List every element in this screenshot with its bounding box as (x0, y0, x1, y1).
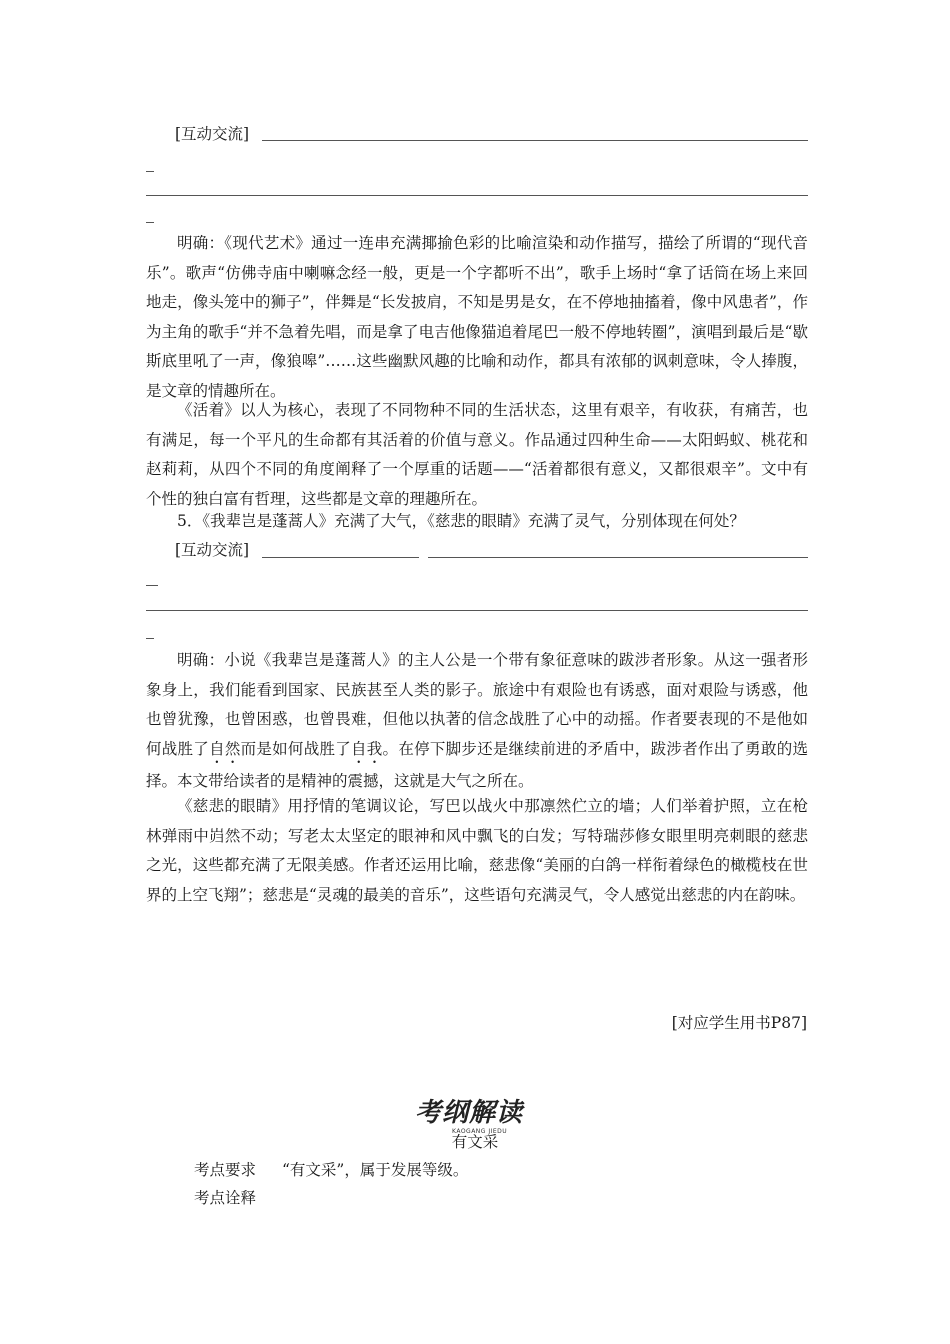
explanation-label: 考点诠释 (194, 1189, 257, 1207)
question-5: 5．《我辈岂是蓬蒿人》充满了大气，《慈悲的眼睛》充满了灵气，分别体现在何处？ (177, 512, 745, 530)
answer-line-end (146, 171, 154, 172)
answer-paragraph-alive: 《活着》以人为核心，表现了不同物种不同的生活状态，这里有艰辛，有收获，有痛苦，也有满足，每一个平凡的生命都有其活着的价值与意义。作品通过四种生命——太阳蚂蚁、桃花和赵莉莉，从四个不同的角度阐释了一个厚重的话题——“活着都很有意义，又都很艰辛”。文中有个性的独白富有哲理，这些都是文章的理趣所在。 (146, 401, 808, 508)
answer-line-end (146, 585, 158, 586)
emphasized-word: 自然 (209, 739, 241, 758)
answer-line (262, 140, 808, 141)
logo-title: 考纲解读 (415, 1098, 524, 1128)
section-title: 有文采 (451, 1133, 499, 1151)
interaction-label: [互动交流] (175, 541, 250, 559)
emphasized-word: 自我 (351, 739, 383, 758)
answer-line (146, 610, 808, 611)
interaction-label: [互动交流] (175, 125, 250, 143)
requirement-text: “有文采”，属于发展等级。 (282, 1161, 469, 1179)
answer-line-end (146, 222, 154, 223)
answer-text: 而是如何战胜了 (240, 739, 351, 758)
answer-paragraph-modern-art: 明确：《现代艺术》通过一连串充满揶揄色彩的比喻渲染和动作描写，描绘了所谓的“现代音乐”。歌声“仿佛寺庙中喇嘛念经一般，更是一个字都听不出”，歌手上场时“拿了话筒在场上来回地走，像头笼中的狮子”，伴舞是“长发披肩，不知是男是女，在不停地抽搐着，像中风患者”，作为主角的歌手“并不急着先唱，而是拿了电吉他像猫追着尾巴一般不停地转圈”，演唱到最后是“歇斯底里吼了一声，像狼嗥”……这些幽默风趣的比喻和动作，都具有浓郁的讽刺意味，令人捧腹，是文章的情趣所在。 (146, 234, 808, 400)
answer-line (146, 195, 808, 196)
answer-text: 。在停下脚步还是继续前进的矛盾中，跋涉者作出了勇敢的选择。本文带给读者的是精神的震撼，这就是大气之所在。 (146, 739, 808, 790)
answer-text: 明确：小说《我辈岂是蓬蒿人》的主人公是一个带有象征意味的跋涉者形象。从这一强者形象身上，我们能看到国家、民族甚至人类的影子。旅途中有艰险也有诱惑，面对艰险与诱惑，他也曾犹豫，也曾困惑，也曾畏难，但他以执著的信念战胜了心中的动摇。作者要表现的不是他如何战胜了 (146, 651, 808, 758)
answer-line (428, 557, 808, 558)
requirement-label: 考点要求 (194, 1161, 257, 1179)
logo-subtitle: KAOGANG JIEDU (452, 1128, 508, 1135)
answer-paragraph-compassion: 《慈悲的眼睛》用抒情的笔调议论，写巴以战火中那凛然伫立的墙；人们举着护照，立在枪林弹雨中岿然不动；写老太太坚定的眼神和风中飘飞的白发；写特瑞莎修女眼里明亮刺眼的慈悲之光，这些都充满了无限美感。作者还运用比喻，慈悲像“美丽的白鸽一样衔着绿色的橄榄枝在世界的上空飞翔”；慈悲是“灵魂的最美的音乐”，这些语句充满灵气，令人感觉出慈悲的内在韵味。 (146, 797, 808, 904)
reference-tag: [对应学生用书P87] (671, 1014, 807, 1032)
answer-paragraph-pengao (146, 646, 808, 796)
answer-line (262, 557, 419, 558)
answer-line-end (146, 638, 154, 639)
